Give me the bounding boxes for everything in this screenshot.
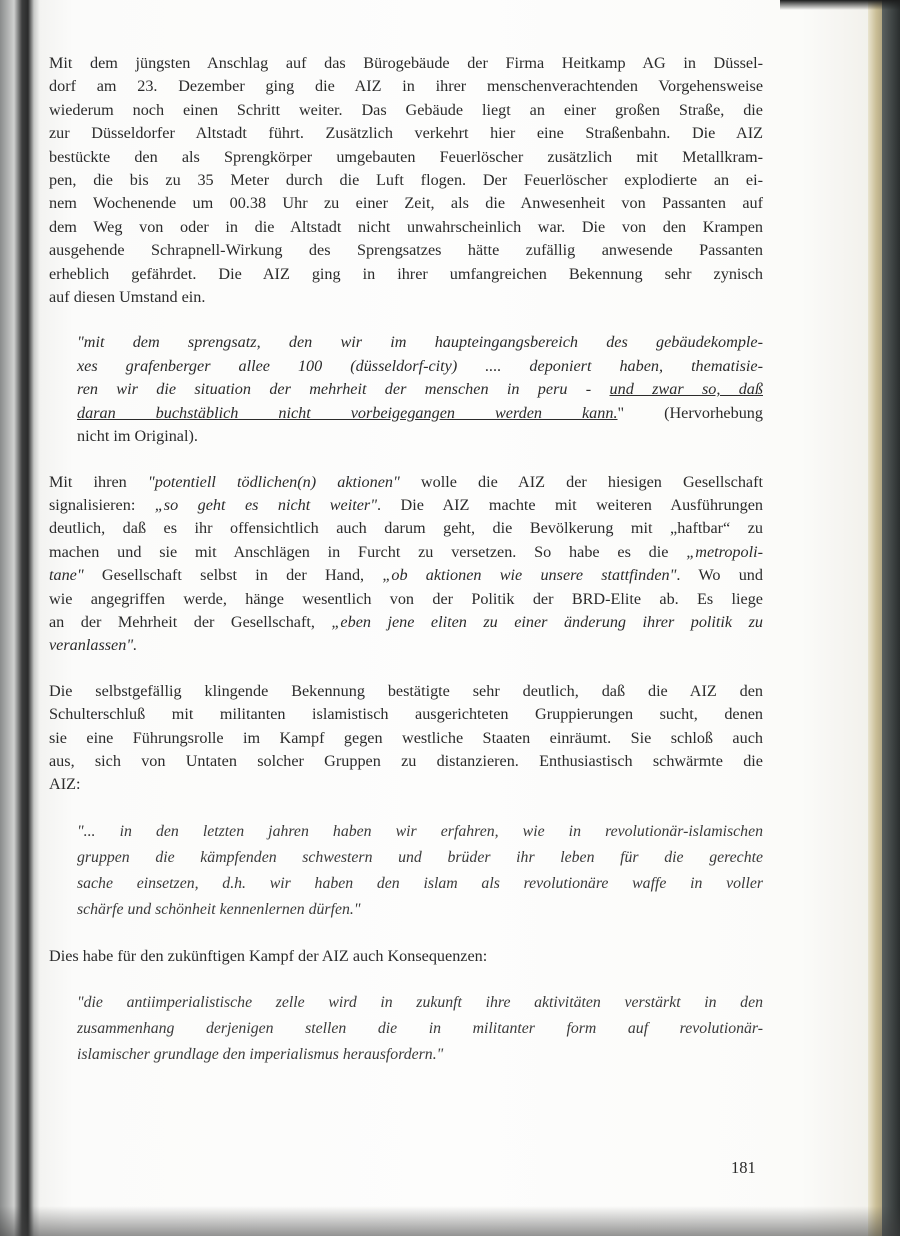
quote-line: "mit dem sprengsatz, den wir im haupteingangsbereich des gebäudekomple- [77,333,763,352]
quote-line: "... in den letzten jahren haben wir erfahren, wie in revolutionär-islamischen [77,822,763,840]
text-line: veranlassen". [49,636,138,655]
text-line: aus, sich von Untaten solcher Gruppen zu distanzieren. Enthusiastisch schwärmte die [49,751,763,770]
blockquote-letzten-jahren [77,819,763,923]
underlined-emphasis: daran buchstäblich nicht vorbeigegangen werden kann. [77,403,618,422]
book-gutter [0,0,40,1236]
text-line: erheblich gefährdet. Die AIZ ging in ihrer umfangreichen Bekennung sehr zynisch [49,264,763,283]
quoted-phrase: „eben jene eliten zu einer änderung ihrer politik zu [331,612,763,631]
text-line: pen, die bis zu 35 Meter durch die Luft flogen. Der Feuerlöscher explodierte an ei- [49,171,763,190]
quote-line: zusammenhang derjenigen stellen die in militanter form auf revolutionär- [77,1020,763,1038]
text-line: wie angegriffen werde, hänge wesentlich von der Politik der BRD-Elite ab. Es liege [49,589,763,608]
top-shadow [780,0,900,10]
text-line: Mit dem jüngsten Anschlag auf das Bürogebäude der Firma Heitkamp AG in Düssel- [49,54,763,72]
citation-note: " (Hervorhebung [617,403,763,422]
quote-line [77,402,763,425]
text-line [49,564,763,587]
page-edge-stack [868,0,882,1236]
quoted-phrase: „ob aktionen wie unsere stattfinden" [382,566,677,585]
text-segment: wolle die AIZ der hiesigen Gesellschaft [399,472,764,491]
text-segment: an der Mehrheit der Gesellschaft, [49,612,332,631]
blockquote-antiimperialistische-zelle [77,990,763,1068]
text-line: Dies habe für den zukünftigen Kampf der AIZ auch Konsequenzen: [49,946,488,965]
quote-line: schärfe und schönheit kennenlernen dürfen." [77,900,361,918]
quote-line: xes grafenberger allee 100 (düsseldorf-city) .... deponiert haben, thematisie- [77,356,763,375]
page-content [49,52,763,1090]
quote-line: islamischer grundlage den imperialismus herausfordern." [77,1046,444,1064]
text-line: dem Weg von oder in die Altstadt nicht unwahrscheinlich war. Die von den Krampen [49,217,763,236]
text-line: wiederum noch einen Schritt weiter. Das Gebäude liegt an einer großen Straße, die [49,100,763,119]
bottom-shadow [0,1206,900,1236]
quoted-phrase: „metropoli- [686,542,763,561]
text-line [49,471,763,494]
text-segment: . Die AIZ machte mit weiteren Ausführungen [377,495,764,514]
text-line: auf diesen Umstand ein. [49,288,206,307]
quote-line [77,378,763,401]
text-line: sie eine Führungsrolle im Kampf gegen westliche Staaten einräumt. Sie schloß auch [49,728,763,747]
quote-line: "die antiimperialistische zelle wird in zukunft ihre aktivitäten verstärkt in den [77,994,763,1012]
quote-text: ren wir die situation der mehrheit der menschen in peru - [77,380,610,399]
text-line: nem Wochenende um 00.38 Uhr zu einer Zeit, als die Anwesenheit von Passanten auf [49,194,763,213]
background-right [882,0,900,1236]
quote-line: nicht im Original). [77,427,198,446]
text-line: Schulterschluß mit militanten islamistisch ausgerichteten Gruppierungen sucht, denen [49,705,763,724]
underlined-emphasis: und zwar so, daß [609,380,763,399]
quote-line: gruppen die kämpfenden schwestern und brüder ihr leben für die gerechte [77,848,763,866]
text-segment: Gesellschaft selbst in der Hand, [83,566,383,585]
text-segment: Mit ihren [49,472,148,491]
quoted-phrase: „so geht es nicht weiter" [154,495,377,514]
paragraph-signalisieren [49,471,763,658]
text-line: dorf am 23. Dezember ging die AIZ in ihrer menschenverachtenden Vorgehensweise [49,77,763,96]
quoted-phrase: "potentiell tödlichen(n) aktionen" [147,472,400,491]
paragraph-heitkamp-attack [49,52,763,309]
text-line: Die selbstgefällig klingende Bekennung bestätigte sehr deutlich, daß die AIZ den [49,681,763,700]
text-line: bestückte den als Sprengkörper umgebauten Feuerlöscher zusätzlich mit Metallkram- [49,147,763,166]
text-segment: . Wo und [676,566,763,585]
text-line [49,494,763,517]
text-line: AIZ: [49,775,81,794]
quoted-phrase: tane" [49,566,84,585]
text-segment: machen und sie mit Anschlägen in Furcht zu versetzen. So habe es die [49,542,687,561]
text-line: ausgehende Schrapnell-Wirkung des Sprengsatzes hätte zufällig anwesende Passanten [49,241,763,260]
text-line [49,541,763,564]
paragraph-konsequenzen [49,945,763,968]
text-line: zur Düsseldorfer Altstadt führt. Zusätzlich verkehrt hier eine Straßenbahn. Die AIZ [49,124,763,143]
quote-line: sache einsetzen, d.h. wir haben den islam als revolutionäre waffe in voller [77,874,763,892]
page-number: 181 [731,1158,756,1177]
blockquote-sprengsatz [77,331,763,448]
text-segment: signalisieren: [49,495,155,514]
text-line [49,611,763,634]
text-line: deutlich, daß es ihr offensichtlich auch darum geht, die Bevölkerung mit „haftbar“ zu [49,519,763,538]
paragraph-schulterschluss [49,680,763,797]
